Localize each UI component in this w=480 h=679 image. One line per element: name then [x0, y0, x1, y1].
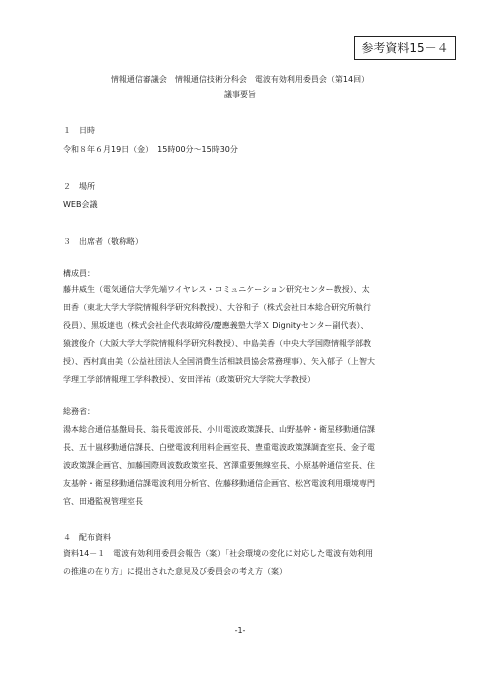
members-line: 授）、西村真由美（公益社団法人全国消費生活相談員協会常務理事）、矢入郁子（上智大: [63, 357, 375, 366]
ministry-line: 官、田邉監視管理室長: [63, 497, 143, 506]
materials-line: 資料14－１ 電波有効利用委員会報告（案）「社会環境の変化に対応した電波有効利用: [63, 549, 374, 558]
ministry-line: 波政策課企画官、加藤国際周波数政策室長、宮澤重要無線室長、小原基幹通信室長、住: [63, 461, 375, 470]
date-heading: １ 日時: [63, 126, 95, 135]
ministry-line: 湯本総合通信基盤局長、翁長電波部長、小川電波政策課長、山野基幹・衛星移動通信課: [63, 425, 375, 434]
members-label: 構成員：: [63, 269, 95, 278]
members-line: 田香（東北大学大学院情報科学研究科教授）、大谷和子（株式会社日本総合研究所執行: [63, 303, 371, 312]
attendees-heading: ３ 出席者（敬称略）: [63, 237, 143, 246]
members-line: 藤井威生（電気通信大学先端ワイヤレス・コミュニケーション研究センター教授）、太: [63, 285, 370, 294]
ministry-line: 友基幹・衛星移動通信課電波利用分析官、佐藤移動通信企画官、松宮電波利用環境専門: [63, 479, 375, 488]
ministry-list: [63, 421, 423, 511]
members-line: 役員）、黒坂達也（株式会社企代表取締役/慶應義塾大学Ｘ Dignityセンター副代表）、: [63, 321, 369, 330]
materials-heading: ４ 配布資料: [63, 533, 111, 542]
members-list: [63, 281, 423, 389]
place-value: WEB会議: [63, 200, 98, 209]
members-line: 猿渡俊介（大阪大学大学院情報科学研究科教授）、中島美香（中央大学国際情報学部教: [63, 339, 371, 348]
materials-list: [63, 545, 423, 581]
materials-line: の推進の在り方」に提出された意見及び委員会の考え方（案）: [63, 567, 287, 576]
reference-label: 参考資料15－４: [354, 36, 456, 60]
ministry-line: 長、五十嵐移動通信課長、白壁電波利用料企画室長、豊重電波政策課調査室長、金子電: [63, 443, 375, 452]
date-value: 令和８年６月19日（金） 15時00分～15時30分: [63, 145, 238, 154]
document-subtitle: 議事要旨: [224, 90, 256, 99]
page-number: -1-: [234, 626, 246, 635]
ministry-label: 総務省：: [63, 407, 95, 416]
members-line: 学理工学部情報理工学科教授）、安田洋祐（政策研究大学院大学教授）: [63, 375, 315, 384]
document-title: 情報通信審議会 情報通信技術分科会 電波有効利用委員会（第14回）: [110, 75, 370, 84]
place-heading: ２ 場所: [63, 182, 95, 191]
